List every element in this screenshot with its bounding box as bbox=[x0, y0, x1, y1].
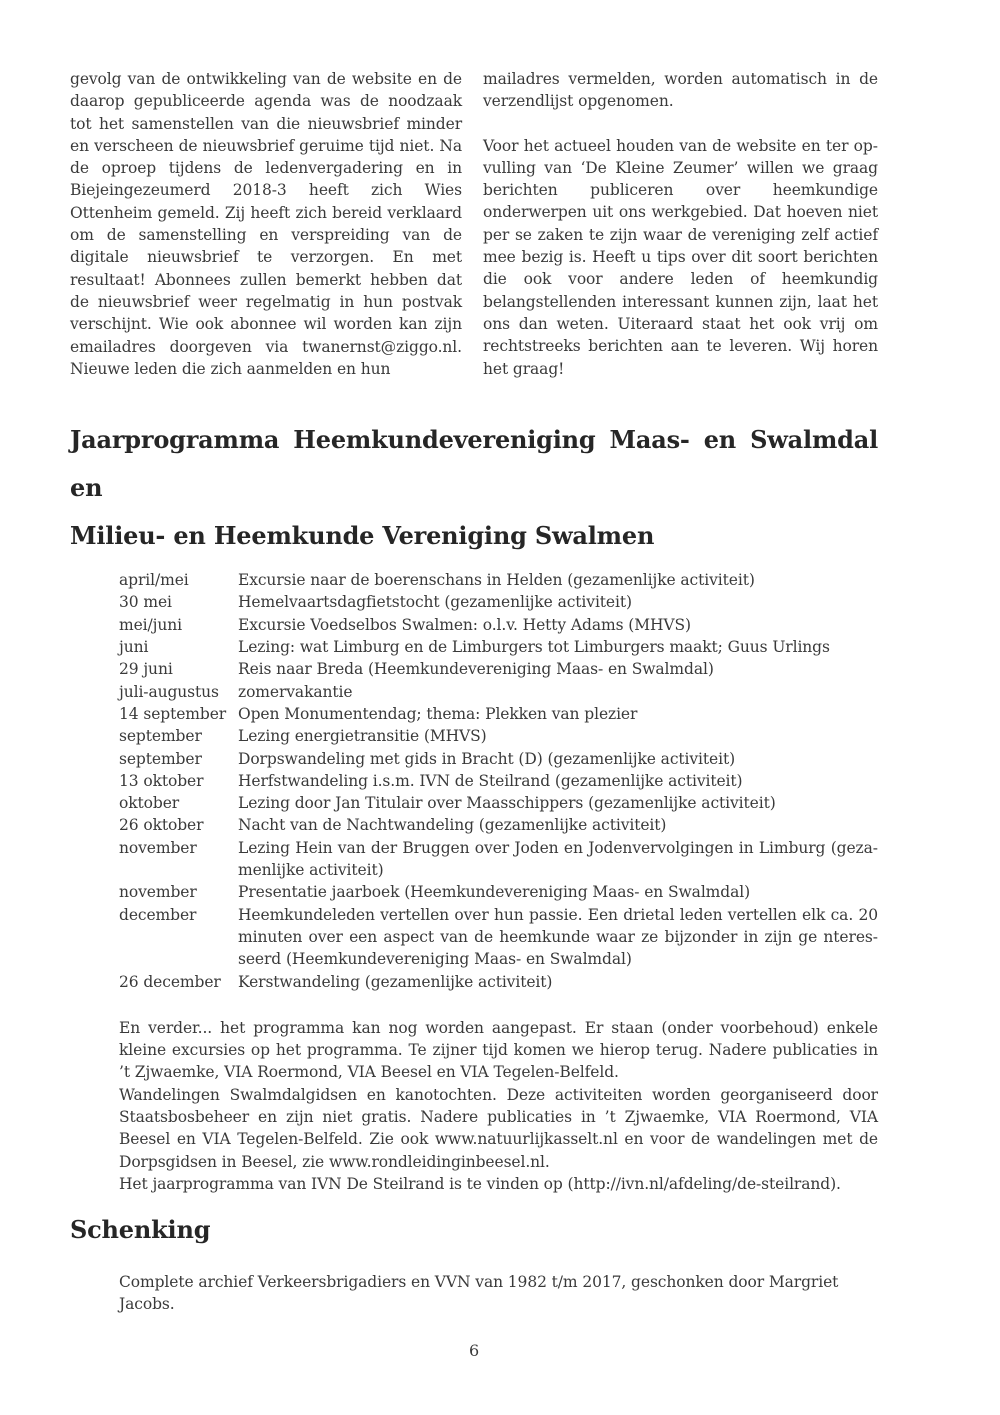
schedule-row bbox=[119, 725, 878, 747]
schenking-heading: Schenking bbox=[70, 1215, 211, 1245]
schedule-date: september bbox=[119, 727, 202, 746]
notes-paragraph-1: En verder... het programma kan nog worden aangepast. Er staan (onder voorbehoud) enkele kleine excursies op het programma. Te zijner tijd komen we hierop terug. Nadere publicaties in ’t Zjwaemke, VIA Roermond, VIA Beesel en VIA Tegelen-Belfeld. bbox=[119, 1018, 878, 1082]
right-column-paragraph-2: Voor het actueel houden van de website en ter opvulling van ‘De Kleine Zeumer’ willen we graag berichten publiceren over heemkundige onderwerpen uit ons werkgebied. Dat hoeven niet per se zaken te zijn waar de vereniging zelf actief mee bezig is. Heeft u tips over dit soort berichten die ook voor andere leden of heemkundig belangstellenden interessant kunnen zijn, laat het ons dan weten. Uiteraard staat het ook vrij om rechtstreeks berichten aan te leveren. Wij horen het graag! bbox=[483, 136, 878, 378]
schedule-row bbox=[119, 881, 878, 903]
schedule-date: 30 mei bbox=[119, 593, 172, 612]
program-notes bbox=[119, 1017, 878, 1195]
schedule-description: Hemelvaartsdagfietstocht (gezamenlijke activiteit) bbox=[238, 593, 632, 612]
schedule-description: Excursie Voedselbos Swalmen: o.l.v. Hetty Adams (MHVS) bbox=[238, 615, 691, 634]
schedule-description: zomervakantie bbox=[238, 682, 353, 701]
schedule-date: april/mei bbox=[119, 571, 189, 590]
schedule-date: juni bbox=[119, 638, 149, 657]
schedule-row bbox=[119, 614, 878, 636]
schedule-date: juli-augustus bbox=[119, 682, 219, 701]
schedule-description: Lezing door Jan Titulair over Maasschippers (gezamenlijke activiteit) bbox=[238, 794, 776, 813]
schedule-row bbox=[119, 837, 878, 882]
schedule-description: Presentatie jaarboek (Heemkundevereniging Maas- en Swalmdal) bbox=[238, 883, 751, 902]
schedule-row bbox=[119, 748, 878, 770]
schedule-date: september bbox=[119, 749, 202, 768]
schedule-description: Reis naar Breda (Heemkundevereniging Maas- en Swalmdal) bbox=[238, 660, 714, 679]
schedule-row bbox=[119, 658, 878, 680]
schedule-description: Heemkundeleden vertellen over hun passie. Een drietal leden vertellen elk ca. 20 minuten over een aspect van de heemkunde waar ze bijzonder in zijn ge nteresseerd (Heemkundevereniging Maas- en Swalmdal) bbox=[238, 905, 878, 969]
schedule-date: november bbox=[119, 883, 197, 902]
intro-columns bbox=[70, 68, 878, 380]
schedule-date: 14 september bbox=[119, 704, 227, 723]
schedule-date: november bbox=[119, 838, 197, 857]
schedule-row bbox=[119, 814, 878, 836]
schedule-row bbox=[119, 904, 878, 971]
schedule-description: Lezing energietransitie (MHVS) bbox=[238, 727, 487, 746]
schedule-description: Nacht van de Nachtwandeling (gezamenlijke activiteit) bbox=[238, 816, 667, 835]
schenking-text: Complete archief Verkeersbrigadiers en VVN van 1982 t/m 2017, geschonken door Margriet Jacobs. bbox=[119, 1273, 839, 1314]
schedule-date: oktober bbox=[119, 794, 180, 813]
right-column-paragraph-1: mailadres vermelden, worden automatisch in de verzendlijst opgenomen. bbox=[483, 70, 878, 111]
schedule-description: Lezing Hein van der Bruggen over Joden en Jodenvervolgingen in Limburg (gezamenlijke activiteit) bbox=[238, 838, 878, 880]
program-heading-line-1: Jaarprogramma Heemkundevereniging Maas- en Swalmdal en bbox=[70, 425, 878, 503]
right-column bbox=[483, 68, 878, 380]
schedule-row bbox=[119, 591, 878, 613]
program-heading-line-2: Milieu- en Heemkunde Vereniging Swalmen bbox=[70, 521, 655, 551]
schedule-date: 13 oktober bbox=[119, 771, 204, 790]
notes-paragraph-3: Het jaarprogramma van IVN De Steilrand is te vinden op (http://ivn.nl/afdeling/de-steilrand). bbox=[119, 1174, 841, 1193]
left-column-paragraph: gevolg van de ontwikkeling van de website en de daarop gepubliceerde agenda was de noodzaak tot het samenstellen van die nieuwsbrief minder en verscheen de nieuwsbrief geruime tijd niet. Na de oproep tijdens de ledenvergadering en in Biejeingezeumerd 2018-3 heeft zich Wies Ottenheim gemeld. Zij heeft zich bereid verklaard om de samenstelling en verspreiding van de digitale nieuwsbrief te verzorgen. En met resultaat! Abonnees zullen bemerkt hebben dat de nieuwsbrief weer regelmatig in hun postvak verschijnt. Wie ook abonnee wil worden kan zijn emailadres doorgeven via twanernst@ziggo.nl. Nieuwe leden die zich aanmelden en hun bbox=[70, 70, 462, 378]
schedule-date: december bbox=[119, 905, 197, 924]
program-schedule bbox=[119, 569, 878, 993]
schedule-description: Excursie naar de boerenschans in Helden (gezamenlijke activiteit) bbox=[238, 571, 755, 590]
schedule-description: Lezing: wat Limburg en de Limburgers tot Limburgers maakt; Guus Urlings bbox=[238, 638, 830, 657]
schedule-row bbox=[119, 971, 878, 993]
page-number: 6 bbox=[468, 1340, 480, 1360]
schedule-row bbox=[119, 569, 878, 591]
schedule-row bbox=[119, 636, 878, 658]
program-heading bbox=[70, 416, 878, 560]
schedule-row bbox=[119, 770, 878, 792]
schedule-description: Dorpswandeling met gids in Bracht (D) (gezamenlijke activiteit) bbox=[238, 749, 736, 768]
schedule-description: Kerstwandeling (gezamenlijke activiteit) bbox=[238, 972, 553, 991]
schedule-date: 29 juni bbox=[119, 660, 173, 679]
schedule-row bbox=[119, 681, 878, 703]
notes-paragraph-2: Wandelingen Swalmdalgidsen en kanotochten. Deze activiteiten worden georganiseerd door Staatsbosbeheer en zijn niet gratis. Nadere publicaties in ’t Zjwaemke, VIA Roermond, VIA Beesel en VIA Tegelen-Belfeld. Zie ook www.natuurlijkasselt.nl en voor de wandelingen met de Dorpsgidsen in Beesel, zie www.rondleidinginbeesel.nl. bbox=[119, 1085, 878, 1171]
schedule-description: Open Monumentendag; thema: Plekken van plezier bbox=[238, 704, 638, 723]
schedule-date: mei/juni bbox=[119, 615, 182, 634]
schedule-row bbox=[119, 792, 878, 814]
schedule-description: Herfstwandeling i.s.m. IVN de Steilrand (gezamenlijke activiteit) bbox=[238, 771, 743, 790]
schedule-row bbox=[119, 703, 878, 725]
schedule-date: 26 oktober bbox=[119, 816, 204, 835]
schedule-date: 26 december bbox=[119, 972, 221, 991]
